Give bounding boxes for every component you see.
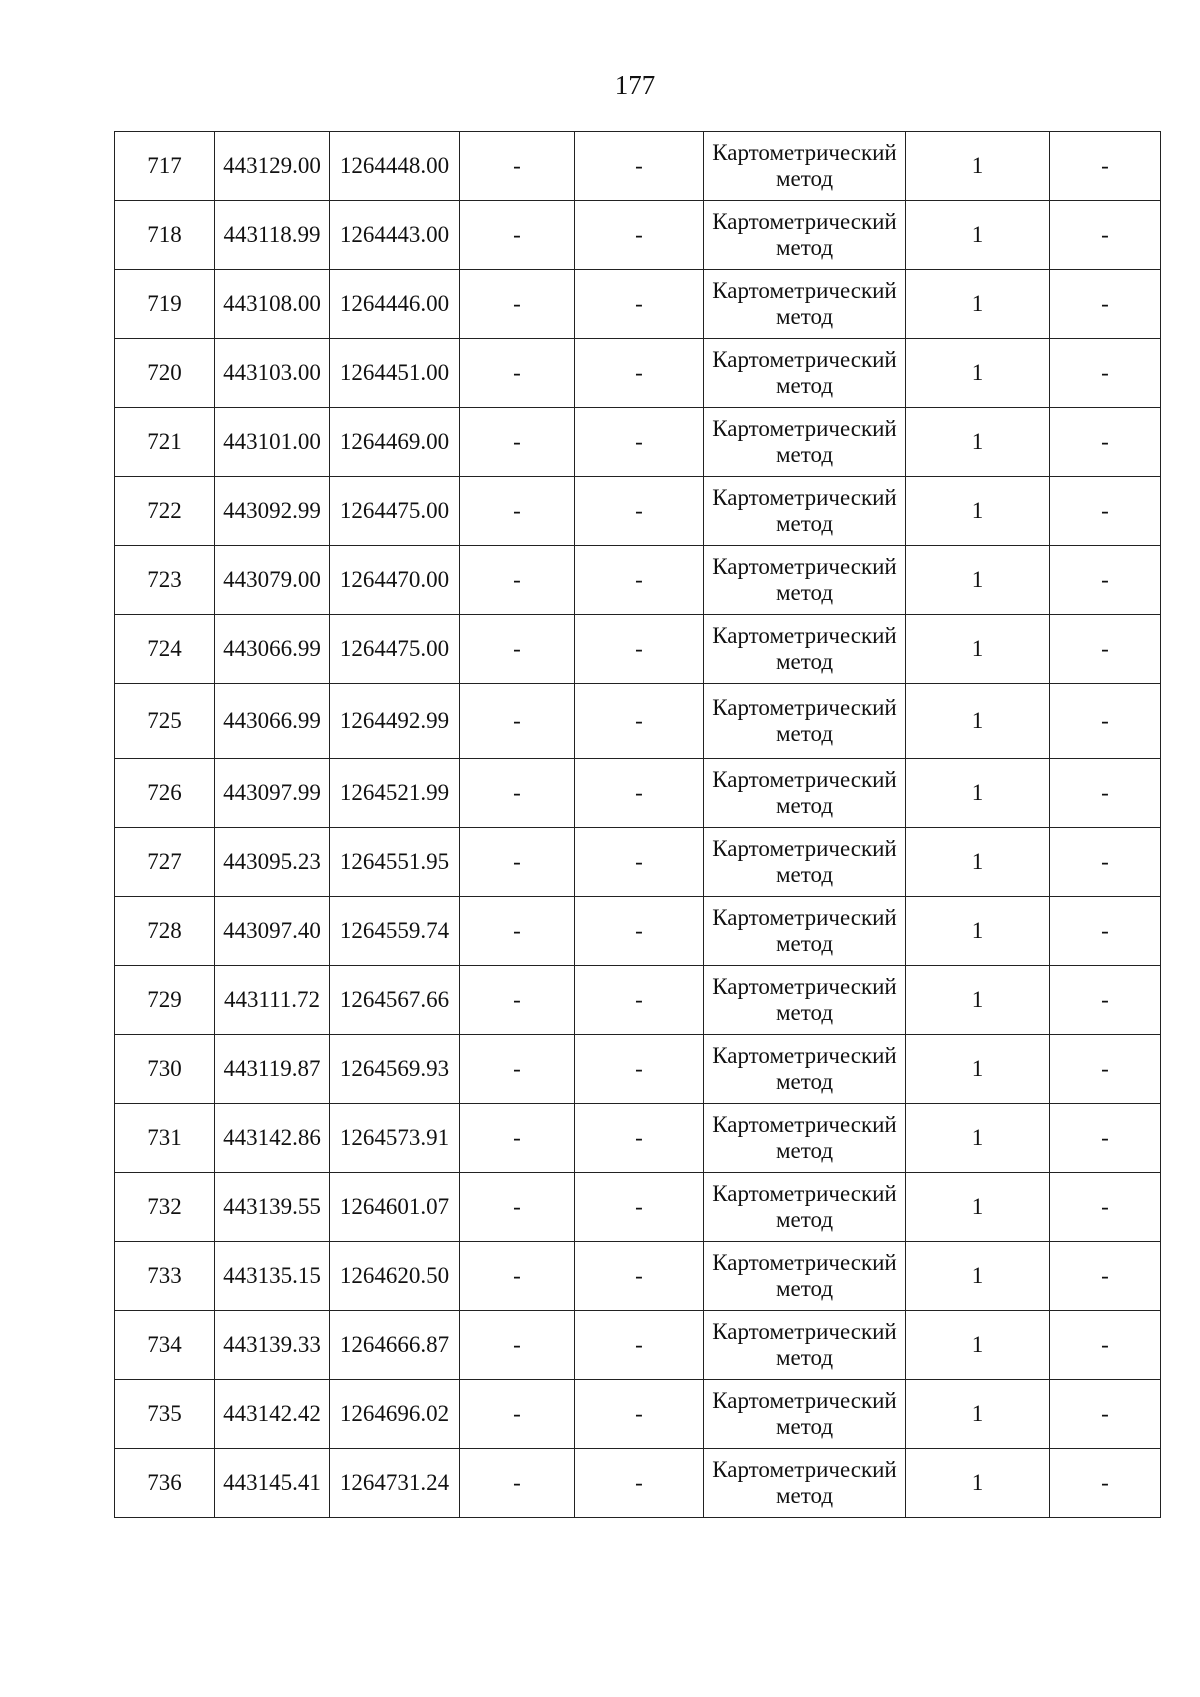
col8-cell: - [1050, 1311, 1161, 1380]
method-line-2: метод [775, 373, 834, 398]
point-number-cell: 733 [115, 1242, 215, 1311]
table-body [115, 132, 1161, 1518]
table-row [115, 201, 1161, 270]
y-coordinate-cell: 1264666.87 [330, 1311, 460, 1380]
col4-cell: - [460, 684, 575, 759]
coordinates-table [114, 131, 1161, 1518]
point-number-cell: 728 [115, 897, 215, 966]
method-line-1: Картометрический [712, 1043, 897, 1068]
col5-cell: - [575, 1242, 704, 1311]
col4-cell: - [460, 1311, 575, 1380]
method-cell [704, 339, 906, 408]
col5-cell: - [575, 1035, 704, 1104]
method-line-2: метод [775, 793, 834, 818]
method-line-1: Картометрический [712, 278, 897, 303]
table-row [115, 546, 1161, 615]
col4-cell: - [460, 408, 575, 477]
x-coordinate-cell: 443111.72 [215, 966, 330, 1035]
col4-cell: - [460, 201, 575, 270]
col5-cell: - [575, 759, 704, 828]
accuracy-cell: 1 [906, 966, 1050, 1035]
point-number-cell: 721 [115, 408, 215, 477]
method-line-1: Картометрический [712, 836, 897, 861]
method-line-1: Картометрический [712, 1112, 897, 1137]
method-line-2: метод [775, 1000, 834, 1025]
table-row [115, 966, 1161, 1035]
col4-cell: - [460, 270, 575, 339]
method-line-2: метод [775, 1069, 834, 1094]
method-line-1: Картометрический [712, 974, 897, 999]
method-cell [704, 1242, 906, 1311]
x-coordinate-cell: 443139.55 [215, 1173, 330, 1242]
col5-cell: - [575, 201, 704, 270]
y-coordinate-cell: 1264448.00 [330, 132, 460, 201]
col8-cell: - [1050, 1173, 1161, 1242]
col5-cell: - [575, 1104, 704, 1173]
col8-cell: - [1050, 339, 1161, 408]
col5-cell: - [575, 1311, 704, 1380]
col5-cell: - [575, 546, 704, 615]
point-number-cell: 735 [115, 1380, 215, 1449]
method-cell [704, 1173, 906, 1242]
col4-cell: - [460, 477, 575, 546]
method-cell [704, 1449, 906, 1518]
col5-cell: - [575, 408, 704, 477]
accuracy-cell: 1 [906, 1311, 1050, 1380]
x-coordinate-cell: 443142.86 [215, 1104, 330, 1173]
col8-cell: - [1050, 132, 1161, 201]
y-coordinate-cell: 1264446.00 [330, 270, 460, 339]
method-cell [704, 270, 906, 339]
col8-cell: - [1050, 1449, 1161, 1518]
table-row [115, 339, 1161, 408]
method-cell [704, 477, 906, 546]
method-line-1: Картометрический [712, 1457, 897, 1482]
table-row [115, 1242, 1161, 1311]
x-coordinate-cell: 443142.42 [215, 1380, 330, 1449]
col8-cell: - [1050, 408, 1161, 477]
method-line-2: метод [775, 1414, 834, 1439]
accuracy-cell: 1 [906, 339, 1050, 408]
accuracy-cell: 1 [906, 828, 1050, 897]
x-coordinate-cell: 443097.40 [215, 897, 330, 966]
table-row [115, 828, 1161, 897]
col8-cell: - [1050, 201, 1161, 270]
method-line-1: Картометрический [712, 623, 897, 648]
y-coordinate-cell: 1264731.24 [330, 1449, 460, 1518]
col4-cell: - [460, 615, 575, 684]
method-line-1: Картометрический [712, 209, 897, 234]
method-cell [704, 615, 906, 684]
col8-cell: - [1050, 546, 1161, 615]
method-line-1: Картометрический [712, 140, 897, 165]
col5-cell: - [575, 339, 704, 408]
col8-cell: - [1050, 897, 1161, 966]
x-coordinate-cell: 443095.23 [215, 828, 330, 897]
col5-cell: - [575, 615, 704, 684]
col4-cell: - [460, 1035, 575, 1104]
accuracy-cell: 1 [906, 897, 1050, 966]
table-row [115, 132, 1161, 201]
x-coordinate-cell: 443066.99 [215, 684, 330, 759]
col5-cell: - [575, 828, 704, 897]
col4-cell: - [460, 759, 575, 828]
method-cell [704, 897, 906, 966]
y-coordinate-cell: 1264696.02 [330, 1380, 460, 1449]
method-cell [704, 759, 906, 828]
y-coordinate-cell: 1264443.00 [330, 201, 460, 270]
method-line-1: Картометрический [712, 1388, 897, 1413]
method-line-2: метод [775, 1138, 834, 1163]
method-line-2: метод [775, 931, 834, 956]
col5-cell: - [575, 1449, 704, 1518]
method-line-2: метод [775, 442, 834, 467]
method-line-2: метод [775, 304, 834, 329]
method-line-1: Картометрический [712, 1181, 897, 1206]
method-line-2: метод [775, 862, 834, 887]
col8-cell: - [1050, 615, 1161, 684]
col4-cell: - [460, 1380, 575, 1449]
method-cell [704, 966, 906, 1035]
col8-cell: - [1050, 270, 1161, 339]
table-row [115, 1173, 1161, 1242]
method-line-1: Картометрический [712, 347, 897, 372]
point-number-cell: 732 [115, 1173, 215, 1242]
point-number-cell: 731 [115, 1104, 215, 1173]
x-coordinate-cell: 443108.00 [215, 270, 330, 339]
y-coordinate-cell: 1264451.00 [330, 339, 460, 408]
x-coordinate-cell: 443135.15 [215, 1242, 330, 1311]
table-row [115, 408, 1161, 477]
table-row [115, 1380, 1161, 1449]
table-row [115, 684, 1161, 759]
method-line-1: Картометрический [712, 554, 897, 579]
x-coordinate-cell: 443145.41 [215, 1449, 330, 1518]
x-coordinate-cell: 443079.00 [215, 546, 330, 615]
col8-cell: - [1050, 1104, 1161, 1173]
col4-cell: - [460, 1173, 575, 1242]
point-number-cell: 726 [115, 759, 215, 828]
accuracy-cell: 1 [906, 546, 1050, 615]
point-number-cell: 725 [115, 684, 215, 759]
y-coordinate-cell: 1264470.00 [330, 546, 460, 615]
table-row [115, 759, 1161, 828]
col5-cell: - [575, 270, 704, 339]
table-row [115, 1035, 1161, 1104]
y-coordinate-cell: 1264601.07 [330, 1173, 460, 1242]
point-number-cell: 718 [115, 201, 215, 270]
accuracy-cell: 1 [906, 270, 1050, 339]
accuracy-cell: 1 [906, 1242, 1050, 1311]
point-number-cell: 720 [115, 339, 215, 408]
method-line-2: метод [775, 721, 834, 746]
col5-cell: - [575, 897, 704, 966]
y-coordinate-cell: 1264521.99 [330, 759, 460, 828]
y-coordinate-cell: 1264475.00 [330, 477, 460, 546]
x-coordinate-cell: 443092.99 [215, 477, 330, 546]
y-coordinate-cell: 1264469.00 [330, 408, 460, 477]
col8-cell: - [1050, 1035, 1161, 1104]
table-row [115, 1449, 1161, 1518]
method-cell [704, 1380, 906, 1449]
point-number-cell: 722 [115, 477, 215, 546]
accuracy-cell: 1 [906, 1035, 1050, 1104]
point-number-cell: 717 [115, 132, 215, 201]
accuracy-cell: 1 [906, 1380, 1050, 1449]
accuracy-cell: 1 [906, 1449, 1050, 1518]
point-number-cell: 723 [115, 546, 215, 615]
point-number-cell: 727 [115, 828, 215, 897]
x-coordinate-cell: 443101.00 [215, 408, 330, 477]
col4-cell: - [460, 1104, 575, 1173]
accuracy-cell: 1 [906, 1173, 1050, 1242]
method-line-2: метод [775, 166, 834, 191]
col8-cell: - [1050, 1380, 1161, 1449]
x-coordinate-cell: 443103.00 [215, 339, 330, 408]
x-coordinate-cell: 443129.00 [215, 132, 330, 201]
method-line-2: метод [775, 649, 834, 674]
method-line-2: метод [775, 1483, 834, 1508]
x-coordinate-cell: 443066.99 [215, 615, 330, 684]
accuracy-cell: 1 [906, 201, 1050, 270]
method-cell [704, 1311, 906, 1380]
table-row [115, 897, 1161, 966]
y-coordinate-cell: 1264573.91 [330, 1104, 460, 1173]
col4-cell: - [460, 828, 575, 897]
table-row [115, 1104, 1161, 1173]
col4-cell: - [460, 132, 575, 201]
col4-cell: - [460, 1242, 575, 1311]
method-line-1: Картометрический [712, 905, 897, 930]
col4-cell: - [460, 339, 575, 408]
method-cell [704, 828, 906, 897]
x-coordinate-cell: 443118.99 [215, 201, 330, 270]
method-line-1: Картометрический [712, 695, 897, 720]
point-number-cell: 724 [115, 615, 215, 684]
col4-cell: - [460, 1449, 575, 1518]
method-cell [704, 408, 906, 477]
page-number: 177 [614, 70, 656, 100]
col5-cell: - [575, 1173, 704, 1242]
method-line-1: Картометрический [712, 1250, 897, 1275]
method-cell [704, 546, 906, 615]
y-coordinate-cell: 1264567.66 [330, 966, 460, 1035]
method-cell [704, 684, 906, 759]
x-coordinate-cell: 443097.99 [215, 759, 330, 828]
method-line-2: метод [775, 1276, 834, 1301]
method-line-2: метод [775, 511, 834, 536]
point-number-cell: 736 [115, 1449, 215, 1518]
accuracy-cell: 1 [906, 132, 1050, 201]
table-row [115, 1311, 1161, 1380]
col4-cell: - [460, 966, 575, 1035]
method-line-1: Картометрический [712, 767, 897, 792]
y-coordinate-cell: 1264569.93 [330, 1035, 460, 1104]
y-coordinate-cell: 1264492.99 [330, 684, 460, 759]
y-coordinate-cell: 1264475.00 [330, 615, 460, 684]
col5-cell: - [575, 966, 704, 1035]
col4-cell: - [460, 897, 575, 966]
col8-cell: - [1050, 966, 1161, 1035]
y-coordinate-cell: 1264559.74 [330, 897, 460, 966]
col8-cell: - [1050, 684, 1161, 759]
col4-cell: - [460, 546, 575, 615]
accuracy-cell: 1 [906, 684, 1050, 759]
accuracy-cell: 1 [906, 1104, 1050, 1173]
col8-cell: - [1050, 477, 1161, 546]
table-row [115, 270, 1161, 339]
col5-cell: - [575, 477, 704, 546]
point-number-cell: 729 [115, 966, 215, 1035]
method-line-1: Картометрический [712, 1319, 897, 1344]
method-line-2: метод [775, 235, 834, 260]
x-coordinate-cell: 443119.87 [215, 1035, 330, 1104]
col5-cell: - [575, 684, 704, 759]
col5-cell: - [575, 1380, 704, 1449]
col8-cell: - [1050, 759, 1161, 828]
method-line-1: Картометрический [712, 416, 897, 441]
accuracy-cell: 1 [906, 408, 1050, 477]
y-coordinate-cell: 1264551.95 [330, 828, 460, 897]
method-cell [704, 1104, 906, 1173]
col8-cell: - [1050, 828, 1161, 897]
method-cell [704, 1035, 906, 1104]
col5-cell: - [575, 132, 704, 201]
accuracy-cell: 1 [906, 477, 1050, 546]
method-line-1: Картометрический [712, 485, 897, 510]
method-cell [704, 132, 906, 201]
method-cell [704, 201, 906, 270]
col8-cell: - [1050, 1242, 1161, 1311]
accuracy-cell: 1 [906, 615, 1050, 684]
method-line-2: метод [775, 1207, 834, 1232]
method-line-2: метод [775, 580, 834, 605]
point-number-cell: 734 [115, 1311, 215, 1380]
table-row [115, 477, 1161, 546]
method-line-2: метод [775, 1345, 834, 1370]
point-number-cell: 730 [115, 1035, 215, 1104]
table-row [115, 615, 1161, 684]
point-number-cell: 719 [115, 270, 215, 339]
accuracy-cell: 1 [906, 759, 1050, 828]
x-coordinate-cell: 443139.33 [215, 1311, 330, 1380]
y-coordinate-cell: 1264620.50 [330, 1242, 460, 1311]
